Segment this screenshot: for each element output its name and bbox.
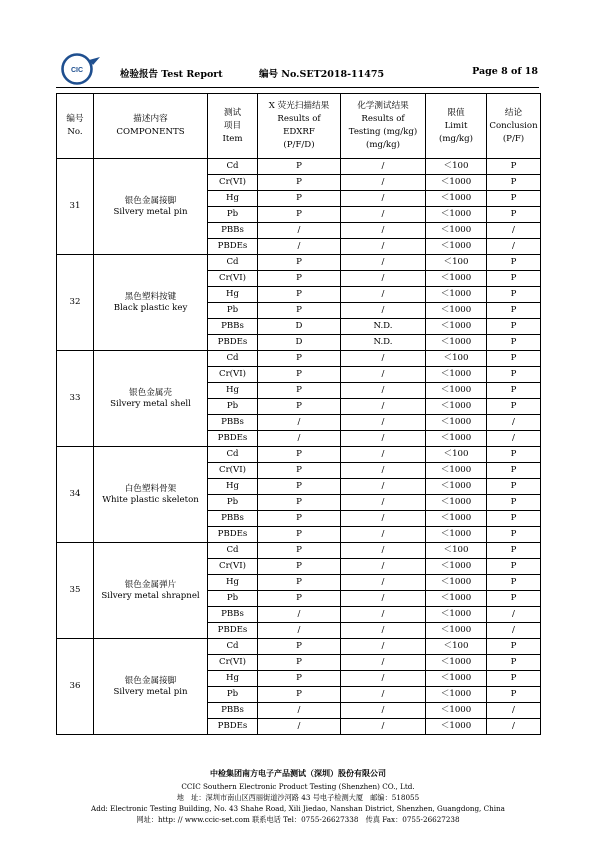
cell-xrf: P: [258, 671, 341, 687]
cell-xrf: P: [258, 511, 341, 527]
cell-xrf: P: [258, 543, 341, 559]
cell-xrf: P: [258, 591, 341, 607]
cell-limit: ＜1000: [426, 207, 487, 223]
cell-conclusion: P: [487, 447, 541, 463]
component-name-cn: 银色金属接脚: [124, 675, 177, 686]
cell-limit: ＜1000: [426, 495, 487, 511]
cell-limit: ＜1000: [426, 527, 487, 543]
cell-limit: ＜1000: [426, 431, 487, 447]
footer-address-en: Add: Electronic Testing Building, No. 43 Shahe Road, Xili Jiedao, Nanshan District, Shenzhen, Guangdong, China: [91, 804, 505, 813]
col-header-no: 编号 No.: [57, 94, 94, 159]
table-row: [57, 543, 541, 559]
cell-limit: ＜1000: [426, 655, 487, 671]
cell-chem: /: [341, 207, 426, 223]
cell-limit: ＜100: [426, 159, 487, 175]
cell-conclusion: P: [487, 543, 541, 559]
cell-chem: /: [341, 191, 426, 207]
header-rule: [56, 87, 539, 88]
logo-text: CIC: [70, 67, 84, 74]
cell-xrf: P: [258, 159, 341, 175]
cell-limit: ＜1000: [426, 479, 487, 495]
cell-limit: ＜1000: [426, 687, 487, 703]
cell-chem: N.D.: [341, 319, 426, 335]
cell-limit: ＜1000: [426, 703, 487, 719]
cell-limit: ＜1000: [426, 383, 487, 399]
cell-xrf: P: [258, 383, 341, 399]
cell-xrf: P: [258, 687, 341, 703]
cell-limit: ＜1000: [426, 575, 487, 591]
cell-limit: ＜1000: [426, 463, 487, 479]
cell-chem: /: [341, 399, 426, 415]
cell-xrf: /: [258, 415, 341, 431]
cell-item: PBDEs: [208, 239, 258, 255]
component-number: 34: [57, 447, 94, 543]
cell-conclusion: P: [487, 655, 541, 671]
cell-item: Cd: [208, 447, 258, 463]
footer-address-cn: 地 址：深圳市南山区西丽街道沙河路 43 号电子检测大厦 邮编：518055: [176, 793, 420, 802]
cell-conclusion: P: [487, 591, 541, 607]
cell-conclusion: /: [487, 431, 541, 447]
cell-item: Cd: [208, 543, 258, 559]
component-number: 33: [57, 351, 94, 447]
cell-chem: /: [341, 383, 426, 399]
cell-item: PBBs: [208, 703, 258, 719]
component-name-en: Silvery metal pin: [113, 206, 188, 217]
cell-chem: /: [341, 655, 426, 671]
cell-chem: /: [341, 623, 426, 639]
cell-item: Cr(VI): [208, 463, 258, 479]
cell-limit: ＜100: [426, 639, 487, 655]
cell-chem: /: [341, 719, 426, 735]
cell-limit: ＜1000: [426, 335, 487, 351]
cell-conclusion: P: [487, 271, 541, 287]
cell-chem: /: [341, 671, 426, 687]
cell-xrf: /: [258, 719, 341, 735]
cell-item: PBDEs: [208, 527, 258, 543]
cell-xrf: P: [258, 655, 341, 671]
component-name-en: Silvery metal shrapnel: [101, 590, 200, 601]
col-header-item: 测试 项目 Item: [208, 94, 258, 159]
cell-limit: ＜1000: [426, 719, 487, 735]
cell-limit: ＜1000: [426, 559, 487, 575]
cell-xrf: P: [258, 447, 341, 463]
cell-chem: /: [341, 575, 426, 591]
table-row: [57, 351, 541, 367]
cell-conclusion: /: [487, 223, 541, 239]
cell-item: Hg: [208, 191, 258, 207]
component-description: [94, 159, 208, 255]
cell-limit: ＜1000: [426, 175, 487, 191]
cell-conclusion: P: [487, 159, 541, 175]
cell-item: Cr(VI): [208, 559, 258, 575]
cell-xrf: /: [258, 623, 341, 639]
cell-chem: /: [341, 639, 426, 655]
component-name-cn: 白色塑料骨架: [124, 483, 177, 494]
cell-chem: /: [341, 543, 426, 559]
report-title: 检验报告 Test Report: [120, 69, 223, 80]
cell-conclusion: P: [487, 527, 541, 543]
cell-limit: ＜1000: [426, 191, 487, 207]
cell-conclusion: P: [487, 303, 541, 319]
cell-conclusion: P: [487, 367, 541, 383]
cell-chem: /: [341, 239, 426, 255]
cell-chem: /: [341, 591, 426, 607]
component-name-cn: 银色金属弹片: [124, 579, 177, 590]
cell-conclusion: P: [487, 463, 541, 479]
cell-item: Hg: [208, 671, 258, 687]
cell-chem: /: [341, 511, 426, 527]
cell-item: Pb: [208, 687, 258, 703]
component-description: [94, 447, 208, 543]
cell-chem: /: [341, 479, 426, 495]
component-name-en: White plastic skeleton: [102, 494, 199, 505]
cell-limit: ＜1000: [426, 287, 487, 303]
cell-conclusion: /: [487, 623, 541, 639]
component-description: [94, 639, 208, 735]
cell-xrf: P: [258, 559, 341, 575]
cell-conclusion: P: [487, 255, 541, 271]
cell-xrf: P: [258, 367, 341, 383]
table-row: [57, 255, 541, 271]
component-name-en: Black plastic key: [113, 302, 188, 313]
cell-limit: ＜100: [426, 255, 487, 271]
component-name-cn: 银色金属接脚: [124, 195, 177, 206]
cell-chem: /: [341, 175, 426, 191]
cell-chem: /: [341, 415, 426, 431]
results-table: [56, 93, 541, 735]
cell-xrf: /: [258, 239, 341, 255]
cell-limit: ＜1000: [426, 511, 487, 527]
cell-conclusion: /: [487, 703, 541, 719]
cell-conclusion: P: [487, 479, 541, 495]
cell-limit: ＜1000: [426, 623, 487, 639]
component-name-cn: 银色金属壳: [129, 387, 172, 398]
cell-item: PBDEs: [208, 335, 258, 351]
cell-conclusion: P: [487, 575, 541, 591]
col-header-xrf: X 荧光扫描结果 Results of EDXRF (P/F/D): [258, 94, 341, 159]
cell-conclusion: P: [487, 399, 541, 415]
component-number: 35: [57, 543, 94, 639]
cell-item: Hg: [208, 287, 258, 303]
cell-xrf: /: [258, 431, 341, 447]
cell-xrf: D: [258, 319, 341, 335]
cell-xrf: P: [258, 271, 341, 287]
cell-conclusion: P: [487, 511, 541, 527]
component-description: [94, 255, 208, 351]
cell-xrf: P: [258, 303, 341, 319]
cell-item: Pb: [208, 207, 258, 223]
cell-limit: ＜1000: [426, 271, 487, 287]
cell-limit: ＜1000: [426, 399, 487, 415]
report-header: [56, 52, 538, 88]
component-number: 31: [57, 159, 94, 255]
cell-conclusion: P: [487, 671, 541, 687]
cell-chem: /: [341, 527, 426, 543]
cell-xrf: P: [258, 479, 341, 495]
cell-limit: ＜100: [426, 351, 487, 367]
cell-item: Pb: [208, 591, 258, 607]
cell-item: Cr(VI): [208, 271, 258, 287]
cell-item: Cr(VI): [208, 367, 258, 383]
cell-chem: /: [341, 255, 426, 271]
cell-item: PBBs: [208, 319, 258, 335]
footer-company-en: CCIC Southern Electronic Product Testing (Shenzhen) CO., Ltd.: [181, 782, 415, 791]
cell-limit: ＜1000: [426, 239, 487, 255]
cell-item: PBBs: [208, 511, 258, 527]
cell-xrf: P: [258, 207, 341, 223]
cell-conclusion: P: [487, 175, 541, 191]
cell-conclusion: P: [487, 687, 541, 703]
cell-limit: ＜100: [426, 543, 487, 559]
cell-limit: ＜1000: [426, 319, 487, 335]
cell-xrf: /: [258, 607, 341, 623]
cell-chem: /: [341, 223, 426, 239]
cell-conclusion: /: [487, 607, 541, 623]
cell-chem: /: [341, 351, 426, 367]
cell-conclusion: P: [487, 335, 541, 351]
cell-chem: /: [341, 271, 426, 287]
cell-xrf: /: [258, 703, 341, 719]
cell-limit: ＜100: [426, 447, 487, 463]
cell-xrf: P: [258, 639, 341, 655]
footer-company-cn: 中检集团南方电子产品测试（深圳）股份有限公司: [210, 768, 386, 778]
col-header-limit: 限值 Limit (mg/kg): [426, 94, 487, 159]
table-body: [57, 159, 541, 735]
cell-chem: /: [341, 687, 426, 703]
col-header-components: 描述内容 COMPONENTS: [94, 94, 208, 159]
cell-xrf: /: [258, 223, 341, 239]
col-header-chem: 化学测试结果 Results of Testing (mg/kg) (mg/kg): [341, 94, 426, 159]
cell-conclusion: P: [487, 319, 541, 335]
cell-limit: ＜1000: [426, 591, 487, 607]
table-row: [57, 159, 541, 175]
cell-conclusion: /: [487, 719, 541, 735]
cell-xrf: P: [258, 495, 341, 511]
cell-item: Cd: [208, 159, 258, 175]
cell-xrf: P: [258, 575, 341, 591]
cell-limit: ＜1000: [426, 415, 487, 431]
cell-limit: ＜1000: [426, 303, 487, 319]
component-number: 32: [57, 255, 94, 351]
cell-item: Cr(VI): [208, 655, 258, 671]
cell-chem: /: [341, 463, 426, 479]
cell-item: Pb: [208, 399, 258, 415]
cell-item: Hg: [208, 575, 258, 591]
cell-conclusion: P: [487, 207, 541, 223]
table-row: [57, 639, 541, 655]
cell-item: PBDEs: [208, 623, 258, 639]
cell-item: Hg: [208, 383, 258, 399]
cell-item: Cd: [208, 255, 258, 271]
cell-xrf: P: [258, 175, 341, 191]
cell-chem: /: [341, 559, 426, 575]
cell-item: PBDEs: [208, 719, 258, 735]
cell-item: Cd: [208, 639, 258, 655]
table-row: [57, 447, 541, 463]
cell-xrf: P: [258, 255, 341, 271]
cell-chem: /: [341, 703, 426, 719]
cell-item: Cr(VI): [208, 175, 258, 191]
cell-xrf: P: [258, 527, 341, 543]
cell-item: PBBs: [208, 607, 258, 623]
cell-conclusion: P: [487, 351, 541, 367]
cell-conclusion: P: [487, 191, 541, 207]
cell-item: Hg: [208, 479, 258, 495]
cell-xrf: P: [258, 191, 341, 207]
cell-item: Pb: [208, 495, 258, 511]
cell-limit: ＜1000: [426, 671, 487, 687]
ccic-logo: [56, 52, 104, 86]
cell-chem: /: [341, 367, 426, 383]
cell-limit: ＜1000: [426, 607, 487, 623]
cell-conclusion: P: [487, 559, 541, 575]
cell-xrf: P: [258, 399, 341, 415]
cell-limit: ＜1000: [426, 223, 487, 239]
table-header-row: [57, 94, 541, 159]
cell-xrf: P: [258, 351, 341, 367]
cell-conclusion: P: [487, 287, 541, 303]
cell-conclusion: P: [487, 639, 541, 655]
component-name-en: Silvery metal shell: [110, 398, 191, 409]
cell-xrf: P: [258, 463, 341, 479]
cell-item: Pb: [208, 303, 258, 319]
cell-limit: ＜1000: [426, 367, 487, 383]
cell-chem: /: [341, 607, 426, 623]
cell-item: PBBs: [208, 223, 258, 239]
component-name-cn: 黑色塑料按键: [124, 291, 177, 302]
cell-item: Cd: [208, 351, 258, 367]
cell-conclusion: /: [487, 415, 541, 431]
cell-item: PBBs: [208, 415, 258, 431]
cell-chem: /: [341, 287, 426, 303]
cell-chem: /: [341, 159, 426, 175]
cell-conclusion: P: [487, 495, 541, 511]
page-number: Page 8 of 18: [472, 66, 538, 77]
footer-contact: 网址：http: // www.ccic-set.com 联系电话 Tel：0755-26627338 传真 Fax：0755-26627238: [136, 815, 460, 824]
component-description: [94, 351, 208, 447]
cell-conclusion: /: [487, 239, 541, 255]
cell-chem: /: [341, 495, 426, 511]
component-name-en: Silvery metal pin: [113, 686, 188, 697]
component-description: [94, 543, 208, 639]
report-number: 编号 No.SET2018-11475: [259, 69, 385, 80]
cell-chem: /: [341, 431, 426, 447]
cell-chem: N.D.: [341, 335, 426, 351]
cell-xrf: P: [258, 287, 341, 303]
col-header-conclusion: 结论 Conclusion (P/F): [487, 94, 541, 159]
cell-conclusion: P: [487, 383, 541, 399]
cell-chem: /: [341, 447, 426, 463]
component-number: 36: [57, 639, 94, 735]
cell-xrf: D: [258, 335, 341, 351]
cell-chem: /: [341, 303, 426, 319]
cell-item: PBDEs: [208, 431, 258, 447]
